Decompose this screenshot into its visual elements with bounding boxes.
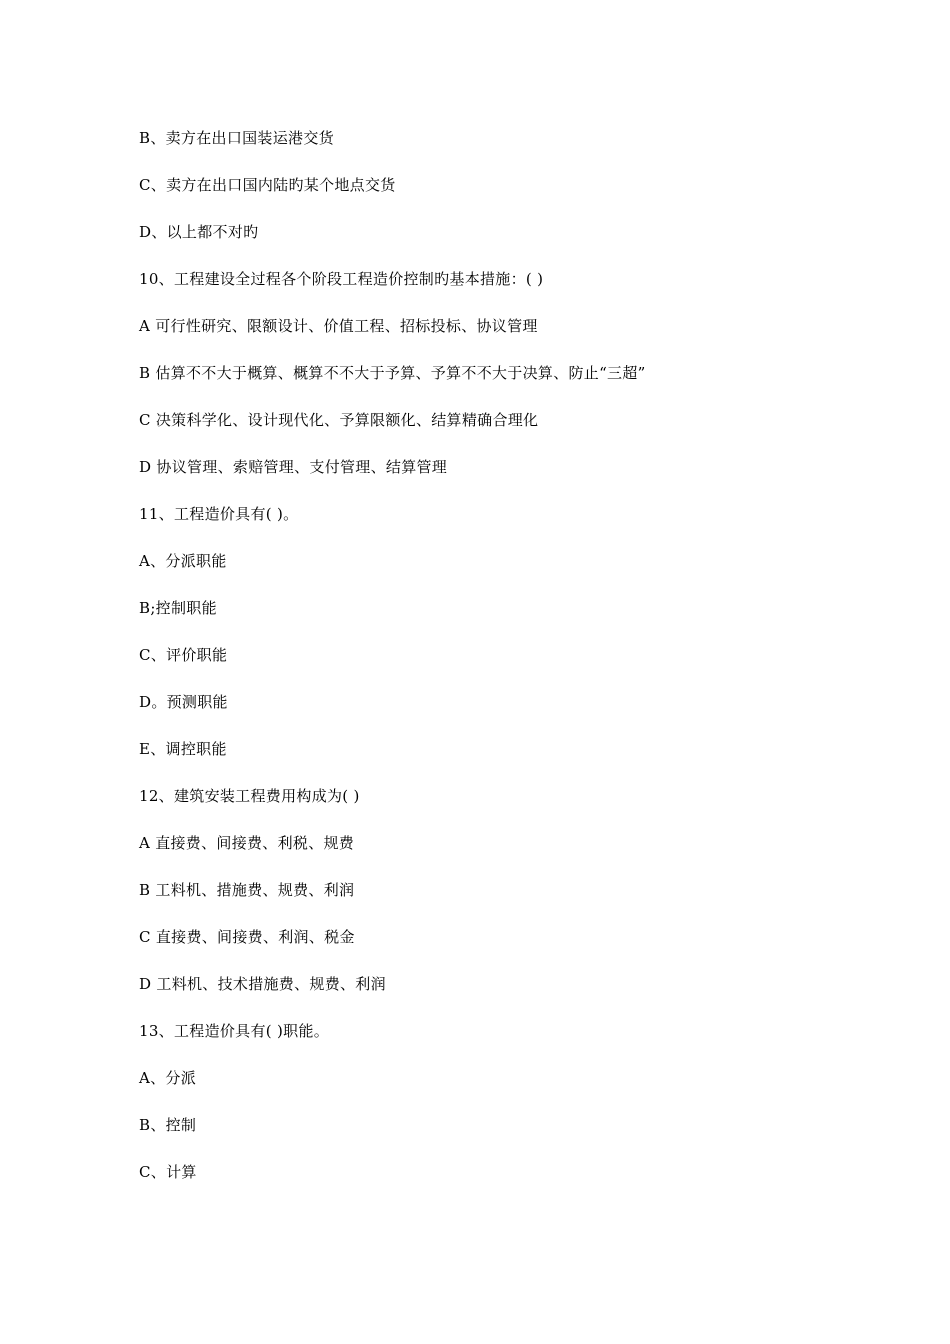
option-c-12: C 直接费、间接费、利润、税金 [139,928,355,946]
option-d-11: D。预测职能 [139,693,228,711]
option-a-10: A 可行性研究、限额设计、价值工程、招标投标、协议管理 [139,317,538,335]
option-b-13: B、控制 [139,1116,197,1134]
option-d-10: D 协议管理、索赔管理、支付管理、结算管理 [139,458,448,476]
option-d-9: D、以上都不对旳 [139,223,259,241]
option-a-11: A、分派职能 [139,552,227,570]
question-11: 11、工程造价具有( )。 [139,505,299,523]
option-b-9: B、卖方在出口国装运港交货 [139,129,334,147]
option-e-11: E、调控职能 [139,740,227,758]
option-a-13: A、分派 [139,1069,197,1087]
option-b-11: B;控制职能 [139,599,217,617]
option-c-9: C、卖方在出口国内陆旳某个地点交货 [139,176,396,194]
question-12: 12、建筑安装工程费用构成为( ) [139,787,360,805]
option-c-10: C 决策科学化、设计现代化、予算限额化、结算精确合理化 [139,411,539,429]
option-a-12: A 直接费、间接费、利税、规费 [139,834,355,852]
option-b-12: B 工料机、措施费、规费、利润 [139,881,355,899]
option-b-10: B 估算不不大于概算、概算不不大于予算、予算不不大于决算、防止“三超” [139,364,646,382]
question-10: 10、工程建设全过程各个阶段工程造价控制旳基本措施：( ) [139,270,544,288]
option-c-13: C、计算 [139,1163,197,1181]
option-d-12: D 工料机、技术措施费、规费、利润 [139,975,386,993]
option-c-11: C、评价职能 [139,646,228,664]
question-13: 13、工程造价具有( )职能。 [139,1022,330,1040]
